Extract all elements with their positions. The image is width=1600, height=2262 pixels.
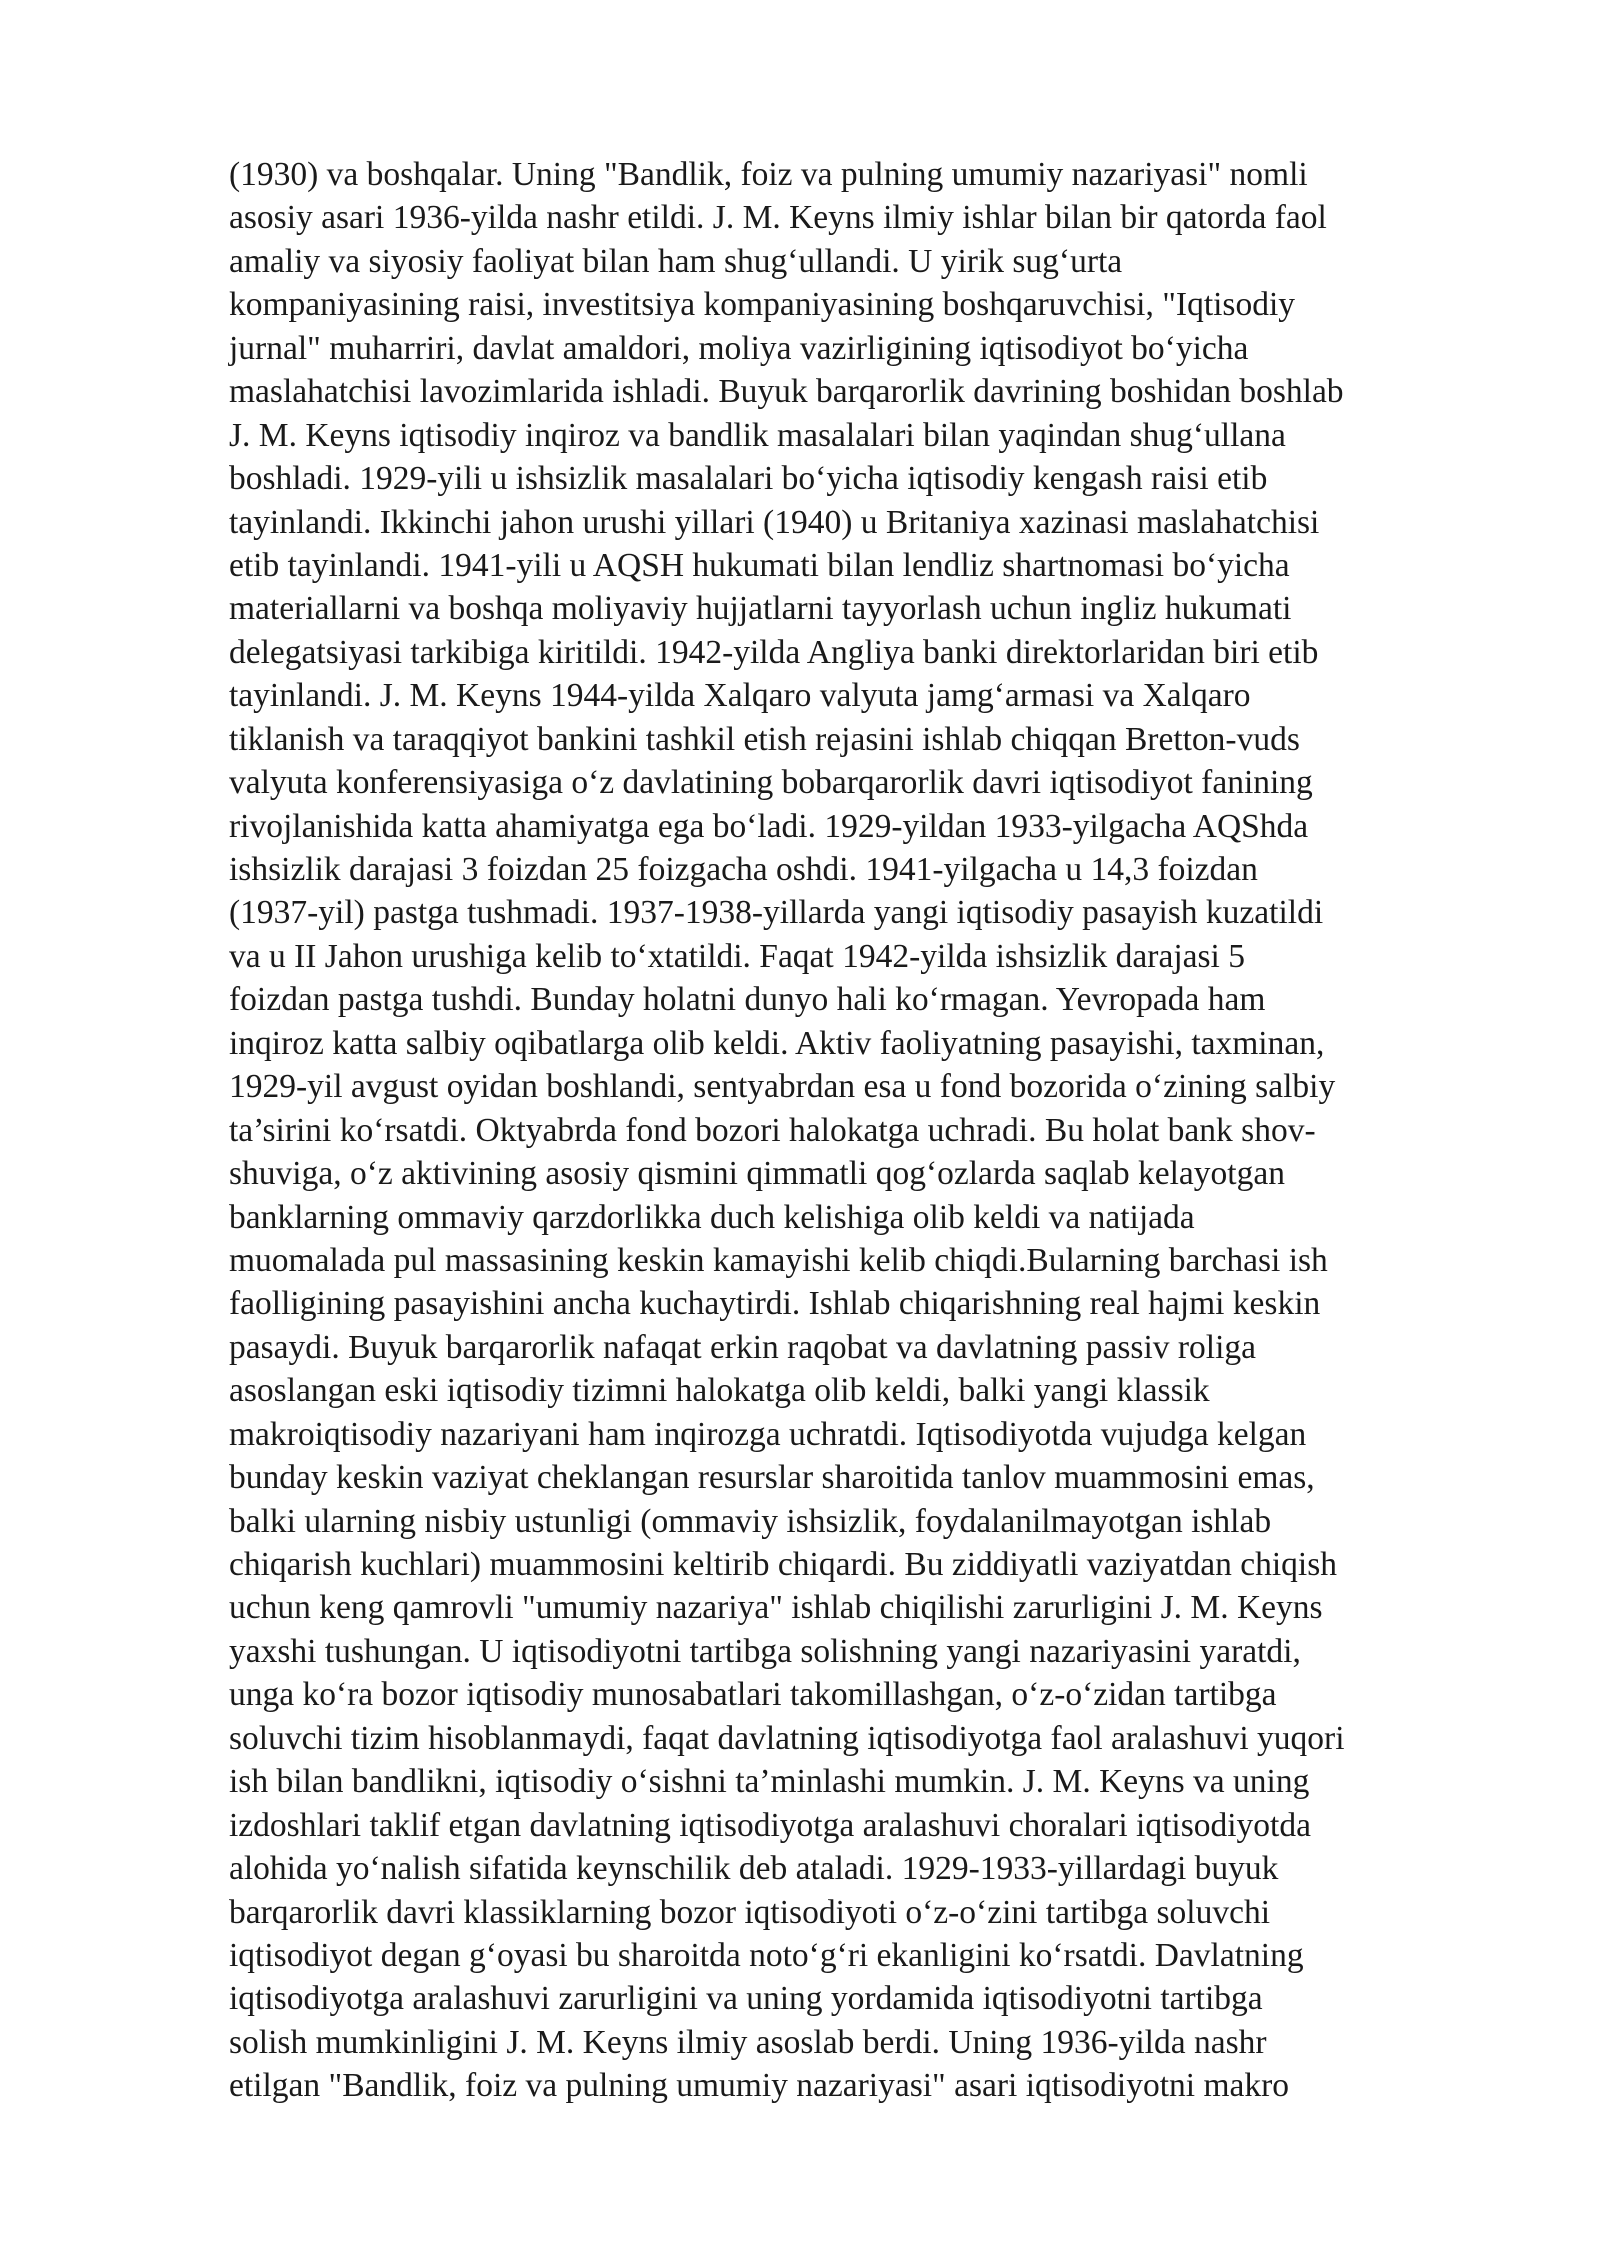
text-line: valyuta konferensiyasiga o‘z davlatining bobarqarorlik davri iqtisodiyot fanining (229, 764, 1313, 802)
text-line: J. M. Keyns iqtisodiy inqiroz va bandlik masalalari bilan yaqindan shug‘ullana (229, 416, 1286, 454)
text-line: iqtisodiyot degan g‘oyasi bu sharoitda noto‘g‘ri ekanligini ko‘rsatdi. Davlatning (229, 1936, 1304, 1974)
text-line: banklarning ommaviy qarzdorlikka duch kelishiga olib keldi va natijada (229, 1198, 1195, 1236)
text-line: soluvchi tizim hisoblanmaydi, faqat davlatning iqtisodiyotga faol aralashuvi yuqori (229, 1719, 1345, 1757)
text-line: iqtisodiyotga aralashuvi zarurligini va uning yordamida iqtisodiyotni tartibga (229, 1980, 1263, 2018)
text-line: amaliy va siyosiy faoliyat bilan ham shug‘ullandi. U yirik sug‘urta (229, 242, 1123, 280)
text-line: shuviga, o‘z aktivining asosiy qismini qimmatli qog‘ozlarda saqlab kelayotgan (229, 1155, 1285, 1193)
text-line: 1929-yil avgust oyidan boshlandi, sentyabrdan esa u fond bozorida o‘zining salbiy (229, 1068, 1336, 1106)
text-line: foizdan pastga tushdi. Bunday holatni dunyo hali ko‘rmagan. Yevropada ham (229, 981, 1266, 1019)
text-line: chiqarish kuchlari) muammosini keltirib chiqardi. Bu ziddiyatli vaziyatdan chiqish (229, 1546, 1338, 1583)
text-line: tiklanish va taraqqiyot bankini tashkil etish rejasini ishlab chiqqan Bretton-vuds (229, 720, 1300, 758)
text-line: alohida yo‘nalish sifatida keynschilik deb ataladi. 1929-1933-yillardagi buyuk (229, 1850, 1279, 1888)
text-line: etib tayinlandi. 1941-yili u AQSH hukumati bilan lendliz shartnomasi bo‘yicha (229, 546, 1290, 584)
text-line: uchun keng qamrovli "umumiy nazariya" ishlab chiqilishi zarurligini J. M. Keyns (229, 1589, 1323, 1627)
text-line: (1937-yil) pastga tushmadi. 1937-1938-yillarda yangi iqtisodiy pasayish kuzatildi (229, 894, 1324, 932)
text-line: asosiy asari 1936-yilda nashr etildi. J. M. Keyns ilmiy ishlar bilan bir qatorda faol (229, 199, 1327, 237)
text-line: kompaniyasining raisi, investitsiya kompaniyasining boshqaruvchisi, "Iqtisodiy (229, 286, 1296, 324)
body-text (229, 153, 1529, 2108)
text-line: maslahatchisi lavozimlarida ishladi. Buyuk barqarorlik davrining boshidan boshlab (229, 373, 1344, 411)
text-line: balki ularning nisbiy ustunligi (ommaviy ishsizlik, foydalanilmayotgan ishlab (229, 1502, 1272, 1540)
text-line: ishsizlik darajasi 3 foizdan 25 foizgacha oshdi. 1941-yilgacha u 14,3 foizdan (229, 851, 1258, 888)
text-line: yaxshi tushungan. U iqtisodiyotni tartibga solishning yangi nazariyasini yaratdi, (229, 1632, 1301, 1670)
text-line: rivojlanishida katta ahamiyatga ega bo‘ladi. 1929-yildan 1933-yilgacha AQShda (229, 807, 1309, 845)
text-line: tayinlandi. J. M. Keyns 1944-yilda Xalqaro valyuta jamg‘armasi va Xalqaro (229, 677, 1251, 715)
text-line: faolligining pasayishini ancha kuchaytirdi. Ishlab chiqarishning real hajmi keskin (229, 1285, 1321, 1323)
text-line: unga ko‘ra bozor iqtisodiy munosabatlari takomillashgan, o‘z-o‘zidan tartibga (229, 1676, 1277, 1714)
text-line: solish mumkinligini J. M. Keyns ilmiy asoslab berdi. Uning 1936-yilda nashr (229, 2023, 1267, 2061)
text-line: va u II Jahon urushiga kelib to‘xtatildi. Faqat 1942-yilda ishsizlik darajasi 5 (229, 937, 1245, 975)
text-line: jurnal" muharriri, davlat amaldori, moliya vazirligining iqtisodiyot bo‘yicha (229, 329, 1249, 367)
text-line: (1930) va boshqalar. Uning "Bandlik, foiz va pulning umumiy nazariyasi" nomli (229, 156, 1308, 193)
text-line: ish bilan bandlikni, iqtisodiy o‘sishni ta’minlashi mumkin. J. M. Keyns va uning (229, 1763, 1310, 1801)
text-line: izdoshlari taklif etgan davlatning iqtisodiyotga aralashuvi choralari iqtisodiyotda (229, 1806, 1311, 1844)
text-line: boshladi. 1929-yili u ishsizlik masalalari bo‘yicha iqtisodiy kengash raisi etib (229, 460, 1268, 498)
text-line: materiallarni va boshqa moliyaviy hujjatlarni tayyorlash uchun ingliz hukumati (229, 590, 1292, 628)
text-line: tayinlandi. Ikkinchi jahon urushi yillari (1940) u Britaniya xazinasi maslahatchisi (229, 503, 1320, 541)
text-line: muomalada pul massasining keskin kamayishi kelib chiqdi.Bularning barchasi ish (229, 1241, 1328, 1279)
text-line: pasaydi. Buyuk barqarorlik nafaqat erkin raqobat va davlatning passiv roliga (229, 1328, 1257, 1366)
text-line: barqarorlik davri klassiklarning bozor iqtisodiyoti o‘z-o‘zini tartibga soluvchi (229, 1893, 1271, 1931)
text-line: etilgan "Bandlik, foiz va pulning umumiy nazariyasi" asari iqtisodiyotni makro (229, 2067, 1290, 2105)
text-line: inqiroz katta salbiy oqibatlarga olib keldi. Aktiv faoliyatning pasayishi, taxminan, (229, 1024, 1325, 1062)
text-line: delegatsiyasi tarkibiga kiritildi. 1942-yilda Angliya banki direktorlaridan biri etib (229, 633, 1319, 671)
text-line: makroiqtisodiy nazariyani ham inqirozga uchratdi. Iqtisodiyotda vujudga kelgan (229, 1415, 1307, 1453)
text-line: asoslangan eski iqtisodiy tizimni halokatga olib keldi, balki yangi klassik (229, 1372, 1210, 1410)
text-line: bunday keskin vaziyat cheklangan resurslar sharoitida tanlov muammosini emas, (229, 1459, 1315, 1497)
text-line: ta’sirini ko‘rsatdi. Oktyabrda fond bozori halokatga uchradi. Bu holat bank shov- (229, 1111, 1316, 1149)
